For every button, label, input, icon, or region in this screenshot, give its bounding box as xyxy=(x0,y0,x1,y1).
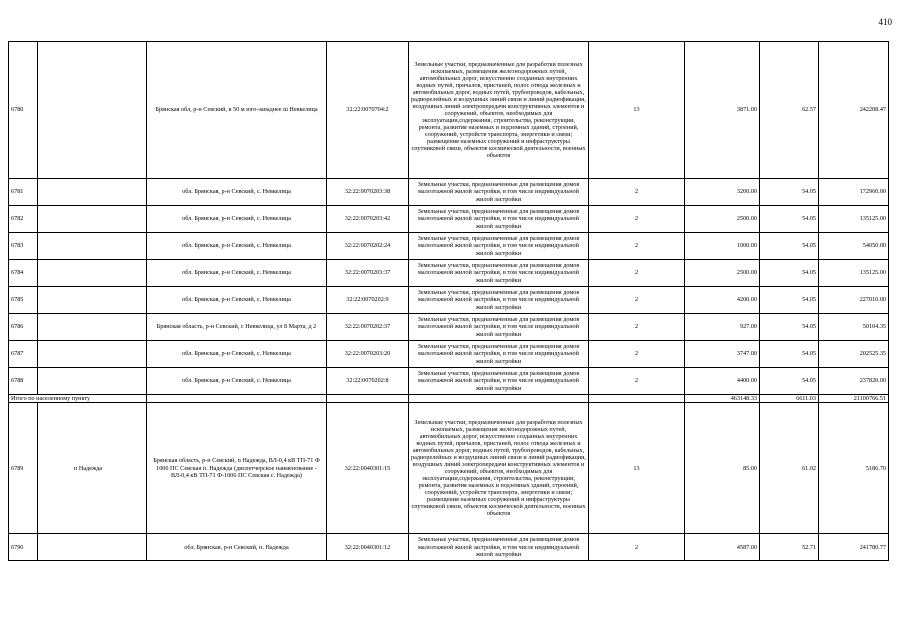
sum-value: 135125.00 xyxy=(819,206,889,233)
blank-cell xyxy=(38,314,147,341)
area-value: 2500.00 xyxy=(685,260,760,287)
area-value: 927.00 xyxy=(685,314,760,341)
row-number: 6784 xyxy=(9,260,38,287)
row-number: 6787 xyxy=(9,341,38,368)
blank-cell xyxy=(38,42,147,179)
total-section xyxy=(9,395,889,403)
table-row xyxy=(9,233,889,260)
total-sum: 21100766.51 xyxy=(819,395,889,403)
table-row xyxy=(9,341,889,368)
total-rate: 6611.03 xyxy=(760,395,819,403)
category-code: 2 xyxy=(589,314,685,341)
cadastral-number: 32:22:0070202:9 xyxy=(327,287,409,314)
rate-value: 52.71 xyxy=(760,534,819,561)
land-use-cell: Земельные участки, предназначенные для размещения домов малоэтажной жилой застройки, в том числе индивидуальной жилой застройки xyxy=(409,179,589,206)
land-use-cell: Земельные участки, предназначенные для разработки полезных ископаемых, размещения железнодорожных путей, автомобильных дорог, искусственно созданных внутренних водных путей, причалов, пристаней, полос отвода железных и автомобильных дорог, водных путей, трубопроводов, кабельных, радиорелейных и воздушных линий связи и линий радиофикации, воздушных линий электропередачи конструктивных элементов и сооружений, объектов, необходимых для эксплуатации,содержания, строительства, реконструкции, ремонта, развития наземных и подземных зданий, строений, сооружений, устройств транспорта, энергетики и связи; размещения наземных сооружений и инфраструктуры спутниковой связи, объектов космической деятельности, военных объектов xyxy=(409,403,589,534)
address-cell: обл. Брянская, р-н Севский, с. Невкелица xyxy=(147,179,327,206)
category-code: 2 xyxy=(589,233,685,260)
total-label: Итого по населенному пункту xyxy=(9,395,147,403)
table-row xyxy=(9,403,889,534)
cadastral-number: 32:22:0040301:12 xyxy=(327,534,409,561)
row-number: 6781 xyxy=(9,179,38,206)
sum-value: 242208.47 xyxy=(819,42,889,179)
category-code: 2 xyxy=(589,368,685,395)
address-cell: обл. Брянская, р-н Севский, п. Надежда xyxy=(147,534,327,561)
table-row xyxy=(9,260,889,287)
rows-top xyxy=(9,42,889,395)
table-row xyxy=(9,179,889,206)
row-number: 6789 xyxy=(9,403,38,534)
blank-cell xyxy=(38,287,147,314)
table-row xyxy=(9,42,889,179)
land-use-cell: Земельные участки, предназначенные для размещения домов малоэтажной жилой застройки, в том числе индивидуальной жилой застройки xyxy=(409,368,589,395)
blank-cell xyxy=(38,368,147,395)
cadastral-number: 32:22:0070202:37 xyxy=(327,314,409,341)
blank-cell xyxy=(38,233,147,260)
sum-value: 241780.77 xyxy=(819,534,889,561)
row-number: 6783 xyxy=(9,233,38,260)
sum-value: 50104.35 xyxy=(819,314,889,341)
row-number: 6780 xyxy=(9,42,38,179)
sum-value: 227010.00 xyxy=(819,287,889,314)
rate-value: 54.05 xyxy=(760,341,819,368)
cadastral-number: 32:22:0040301:15 xyxy=(327,403,409,534)
cadastral-number: 32:22:0070202:24 xyxy=(327,233,409,260)
land-use-cell: Земельные участки, предназначенные для размещения домов малоэтажной жилой застройки, в том числе индивидуальной жилой застройки xyxy=(409,233,589,260)
rate-value: 61.02 xyxy=(760,403,819,534)
rate-value: 54.05 xyxy=(760,233,819,260)
cadastral-number: 32:22:0070704:2 xyxy=(327,42,409,179)
table-row xyxy=(9,534,889,561)
blank-cell xyxy=(38,341,147,368)
settlement-name: п Надежда xyxy=(38,403,147,534)
area-value: 85.00 xyxy=(685,403,760,534)
blank-cell xyxy=(38,260,147,287)
sum-value: 237820.00 xyxy=(819,368,889,395)
total-row xyxy=(9,395,889,403)
rate-value: 54.05 xyxy=(760,314,819,341)
cadastral-number: 32:22:0070202:8 xyxy=(327,368,409,395)
land-use-cell: Земельные участки, предназначенные для размещения домов малоэтажной жилой застройки, в том числе индивидуальной жилой застройки xyxy=(409,314,589,341)
sum-value: 202525.35 xyxy=(819,341,889,368)
category-code: 13 xyxy=(589,403,685,534)
address-cell: обл. Брянская, р-н Севский, с. Невкелица xyxy=(147,260,327,287)
category-code: 2 xyxy=(589,179,685,206)
blank-cell xyxy=(38,534,147,561)
sum-value: 172960.00 xyxy=(819,179,889,206)
cadastral-number: 32:22:0070203:42 xyxy=(327,206,409,233)
area-value: 2500.00 xyxy=(685,206,760,233)
land-use-cell: Земельные участки, предназначенные для размещения домов малоэтажной жилой застройки, в том числе индивидуальной жилой застройки xyxy=(409,206,589,233)
row-number: 6790 xyxy=(9,534,38,561)
address-cell: Брянская область, р-н Севский, п Надежда, ВЛ-0,4 кВ ТП-71 Ф 1006 ПС Севская п. Надежда (диспетчерское наименование - ВЛ-0,4 кВ ТП-71 Ф-1006 ПС Севская с. Надежда) xyxy=(147,403,327,534)
sum-value: 135125.00 xyxy=(819,260,889,287)
land-register-table xyxy=(8,41,889,561)
table-row xyxy=(9,368,889,395)
address-cell: обл. Брянская, р-н Севский, с. Невкелица xyxy=(147,287,327,314)
land-use-cell: Земельные участки, предназначенные для размещения домов малоэтажной жилой застройки, в том числе индивидуальной жилой застройки xyxy=(409,341,589,368)
address-cell: обл. Брянская, р-н Севский, с. Невкелица xyxy=(147,341,327,368)
rate-value: 54.05 xyxy=(760,179,819,206)
category-code: 2 xyxy=(589,341,685,368)
total-area: 463148.33 xyxy=(685,395,760,403)
category-code: 2 xyxy=(589,206,685,233)
address-cell: обл. Брянская, р-н Севский, с. Невкелица xyxy=(147,233,327,260)
rate-value: 54.05 xyxy=(760,368,819,395)
rows-bottom xyxy=(9,403,889,561)
rate-value: 54.05 xyxy=(760,206,819,233)
land-use-cell: Земельные участки, предназначенные для размещения домов малоэтажной жилой застройки, в том числе индивидуальной жилой застройки xyxy=(409,260,589,287)
sum-value: 54050.00 xyxy=(819,233,889,260)
row-number: 6785 xyxy=(9,287,38,314)
category-code: 2 xyxy=(589,260,685,287)
rate-value: 62.57 xyxy=(760,42,819,179)
category-code: 2 xyxy=(589,534,685,561)
table-row xyxy=(9,287,889,314)
page-number: 410 xyxy=(878,17,892,27)
address-cell: Брянская обл, р-н Севский, в 50 м юго-западнее ш Невкелица xyxy=(147,42,327,179)
area-value: 3200.00 xyxy=(685,179,760,206)
row-number: 6788 xyxy=(9,368,38,395)
address-cell: обл. Брянская, р-н Севский, с. Невкелица xyxy=(147,206,327,233)
area-value: 3871.00 xyxy=(685,42,760,179)
land-use-cell: Земельные участки, предназначенные для разработки полезных ископаемых, размещения железнодорожных путей, автомобильных дорог, искусственно созданных внутренних водных путей, причалов, пристаней, полос отвода железных и автомобильных дорог, водных путей, трубопроводов, кабельных, радиорелейных и воздушных линий связи и линий радиофикации, воздушных линий электропередачи конструктивных элементов и сооружений, объектов, необходимых для эксплуатации,содержания, строительства, реконструкции, ремонта, развития наземных и подземных зданий, строений, сооружений, устройств транспорта, энергетики и связи; размещения наземных сооружений и инфраструктуры спутниковой связи, объектов космической деятельности, военных объектов xyxy=(409,42,589,179)
blank-cell xyxy=(38,179,147,206)
address-cell: Брянская область, р-н Севский, с Невкелица, ул 8 Марта, д 2 xyxy=(147,314,327,341)
rate-value: 54.05 xyxy=(760,287,819,314)
address-cell: обл. Брянская, р-н Севский, с. Невкелица xyxy=(147,368,327,395)
area-value: 1000.00 xyxy=(685,233,760,260)
land-use-cell: Земельные участки, предназначенные для размещения домов малоэтажной жилой застройки, в том числе индивидуальной жилой застройки xyxy=(409,287,589,314)
cadastral-number: 32:22:0070203:37 xyxy=(327,260,409,287)
category-code: 13 xyxy=(589,42,685,179)
land-use-cell: Земельные участки, предназначенные для размещения домов малоэтажной жилой застройки, в том числе индивидуальной жилой застройки xyxy=(409,534,589,561)
rate-value: 54.05 xyxy=(760,260,819,287)
blank-cell xyxy=(38,206,147,233)
sum-value: 5186.70 xyxy=(819,403,889,534)
category-code: 2 xyxy=(589,287,685,314)
area-value: 3747.00 xyxy=(685,341,760,368)
table-row xyxy=(9,206,889,233)
table-row xyxy=(9,314,889,341)
area-value: 4400.00 xyxy=(685,368,760,395)
area-value: 4587.00 xyxy=(685,534,760,561)
area-value: 4200.00 xyxy=(685,287,760,314)
cadastral-number: 32:22:0070203:20 xyxy=(327,341,409,368)
cadastral-number: 32:22:0070203:38 xyxy=(327,179,409,206)
row-number: 6786 xyxy=(9,314,38,341)
row-number: 6782 xyxy=(9,206,38,233)
